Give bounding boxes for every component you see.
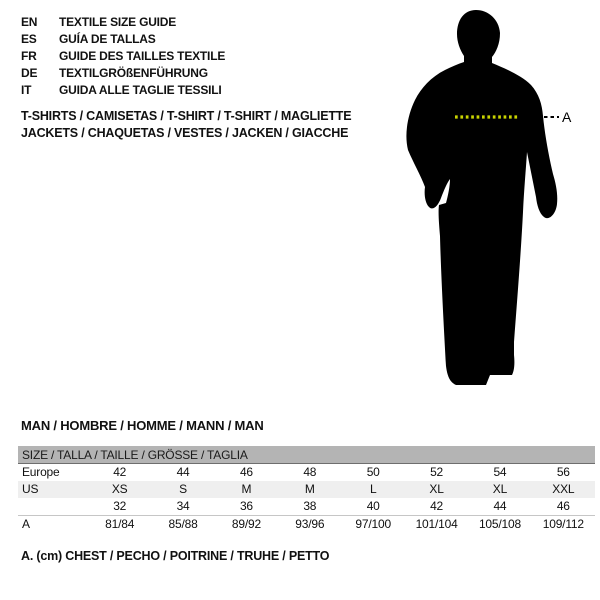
section-heading-man: MAN / HOMBRE / HOMME / MANN / MAN <box>21 418 264 433</box>
size-cell: XL <box>492 482 508 496</box>
man-silhouette-figure <box>400 0 600 400</box>
size-cell: 50 <box>366 465 380 479</box>
size-cell: 54 <box>493 465 507 479</box>
table-row-chest-a <box>18 515 595 532</box>
category-tshirts: T-SHIRTS / CAMISETAS / T-SHIRT / T-SHIRT / MAGLIETTE <box>21 109 352 123</box>
table-row-numeric <box>18 498 595 515</box>
language-row <box>21 31 225 48</box>
size-cell: XL <box>429 482 444 496</box>
language-row <box>21 65 225 82</box>
language-title: TEXTILGRÖßENFÜHRUNG <box>59 66 208 80</box>
language-title: TEXTILE SIZE GUIDE <box>59 15 177 29</box>
language-row <box>21 48 225 65</box>
measurement-footnote: A. (cm) CHEST / PECHO / POITRINE / TRUHE / PETTO <box>21 549 330 563</box>
size-cell: 36 <box>239 499 253 513</box>
size-cell: XS <box>111 482 128 496</box>
size-table <box>18 446 595 532</box>
size-cell: 46 <box>556 499 570 513</box>
language-code: ES <box>21 32 37 46</box>
garment-categories <box>21 108 351 142</box>
size-cell: 93/96 <box>295 517 325 531</box>
size-cell: S <box>179 482 187 496</box>
table-row-europe <box>18 464 595 481</box>
size-cell: 101/104 <box>415 517 458 531</box>
row-label: A <box>22 517 30 531</box>
size-cell: L <box>369 482 377 496</box>
language-list <box>21 14 225 99</box>
language-row <box>21 82 225 99</box>
size-cell: XXL <box>552 482 575 496</box>
size-table-header: SIZE / TALLA / TAILLE / GRÖSSE / TAGLIA <box>18 446 595 464</box>
row-label: US <box>22 482 39 496</box>
size-cell: 44 <box>176 465 190 479</box>
man-silhouette-svg <box>400 0 600 400</box>
size-cell: 105/108 <box>478 517 521 531</box>
size-cell: 81/84 <box>105 517 135 531</box>
man-silhouette <box>406 10 557 385</box>
size-cell: 32 <box>113 499 127 513</box>
size-cell: 89/92 <box>231 517 261 531</box>
size-cell: 46 <box>239 465 253 479</box>
language-title: GUIDA ALLE TAGLIE TESSILI <box>59 83 222 97</box>
size-cell: 38 <box>303 499 317 513</box>
language-code: IT <box>21 83 32 97</box>
language-code: DE <box>21 66 38 80</box>
language-title: GUÍA DE TALLAS <box>59 32 156 46</box>
size-cell: 56 <box>556 465 570 479</box>
language-code: EN <box>21 15 38 29</box>
size-cell: 44 <box>493 499 507 513</box>
size-cell: 109/112 <box>542 517 584 531</box>
size-cell: 48 <box>303 465 317 479</box>
size-cell: 40 <box>366 499 380 513</box>
row-label: Europe <box>22 465 60 479</box>
size-cell: 85/88 <box>168 517 198 531</box>
size-cell: M <box>241 482 252 496</box>
size-cell: 52 <box>430 465 444 479</box>
category-jackets: JACKETS / CHAQUETAS / VESTES / JACKEN / GIACCHE <box>21 126 349 140</box>
size-cell: M <box>304 482 315 496</box>
size-cell: 97/100 <box>355 517 391 531</box>
row-label <box>18 498 88 515</box>
size-cell: 34 <box>176 499 190 513</box>
language-title: GUIDE DES TAILLES TEXTILE <box>59 49 226 63</box>
measure-label-a: A <box>562 109 572 125</box>
size-cell: 42 <box>430 499 444 513</box>
language-code: FR <box>21 49 37 63</box>
size-cell: 42 <box>113 465 127 479</box>
language-row <box>21 14 225 31</box>
table-row-us <box>18 481 595 498</box>
